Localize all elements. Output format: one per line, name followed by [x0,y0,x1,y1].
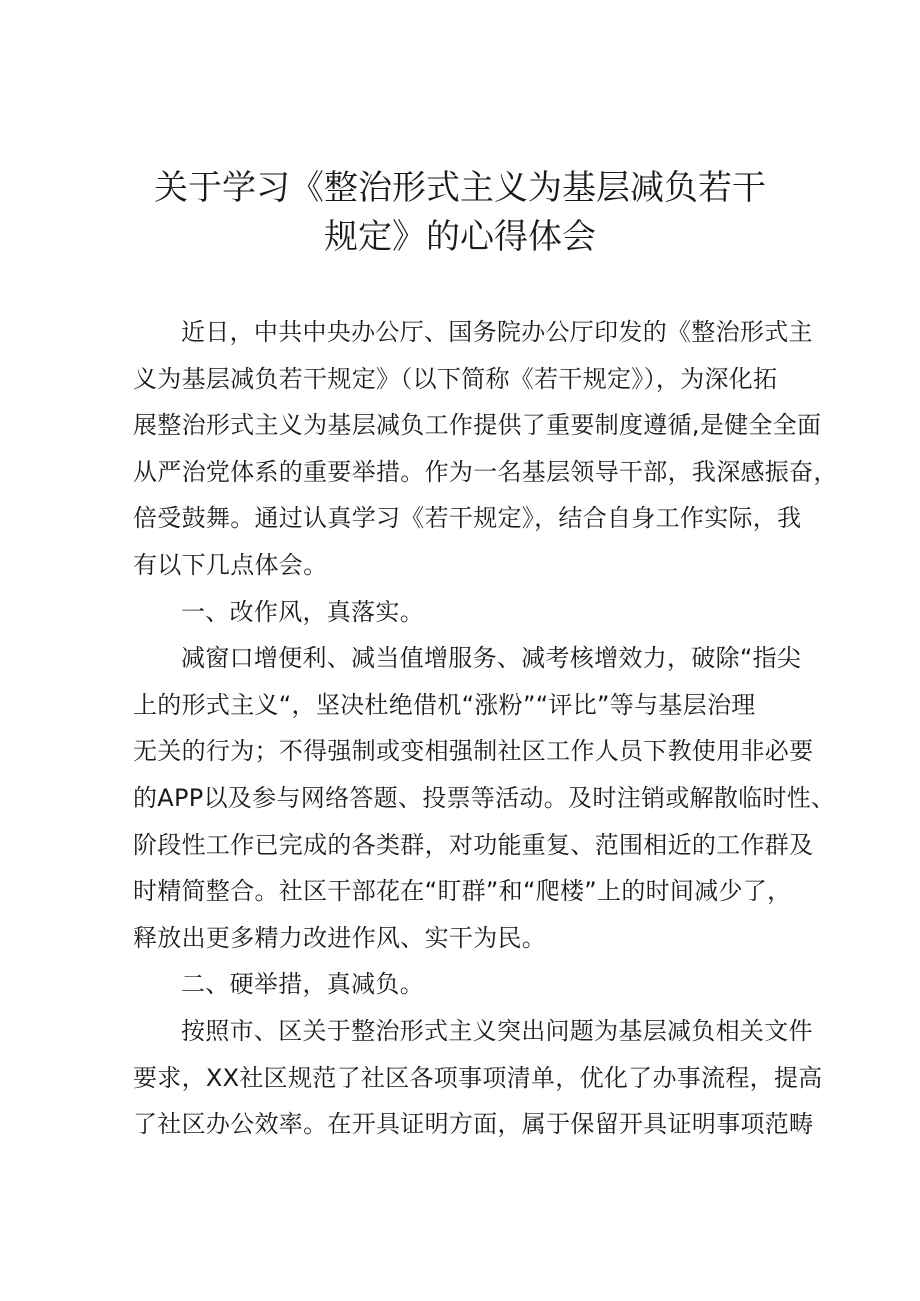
body-line: 从严治党体系的重要举措。作为一名基层领导干部，我深感振奋， [133,457,838,486]
body-line: 的APP以及参与网络答题、投票等活动。及时注销或解散临时性、 [133,783,836,812]
body-line: 二、硬举措，真减负。 [181,970,424,999]
body-line: 时精简整合。社区干部花在“盯群”和“爬楼”上的时间减少了， [133,877,792,906]
body-line: 要求，XX社区规范了社区各项事项清单，优化了办事流程，提高 [133,1063,823,1092]
body-line: 近日，中共中央办公厅、国务院办公厅印发的《整治形式主 [181,318,813,346]
body-line: 上的形式主义“，坚决杜绝借机“涨粉”“评比”等与基层治理 [133,690,756,719]
body-line: 倍受鼓舞。通过认真学习《若干规定》，结合自身工作实际，我 [133,504,802,533]
body-line: 释放出更多精力改进作风、实干为民。 [133,923,547,952]
body-line: 有以下几点体会。 [133,550,328,579]
title-line-1: 关于学习《整治形式主义为基层减负若干 [154,168,766,208]
body-line: 了社区办公效率。在开具证明方面，属于保留开具证明事项范畴 [133,1110,814,1139]
body-line: 义为基层减负若干规定》（以下简称《若干规定》），为深化拓 [133,364,778,393]
body-line: 按照市、区关于整治形式主义突出问题为基层减负相关文件 [181,1016,813,1045]
document-title [110,164,810,262]
body-line: 展整治形式主义为基层减负工作提供了重要制度遵循,是健全全面 [133,411,822,440]
body-line: 减窗口增便利、减当值增服务、减考核增效力，破除“指尖 [181,644,802,673]
body-line: 一、改作风，真落实。 [181,597,424,626]
title-line-2: 规定》的心得体会 [324,217,596,257]
document-body [133,309,838,1148]
body-line: 无关的行为；不得强制或变相强制社区工作人员下教使用非必要 [133,737,814,766]
body-line: 阶段性工作已完成的各类群，对功能重复、范围相近的工作群及 [133,830,814,859]
